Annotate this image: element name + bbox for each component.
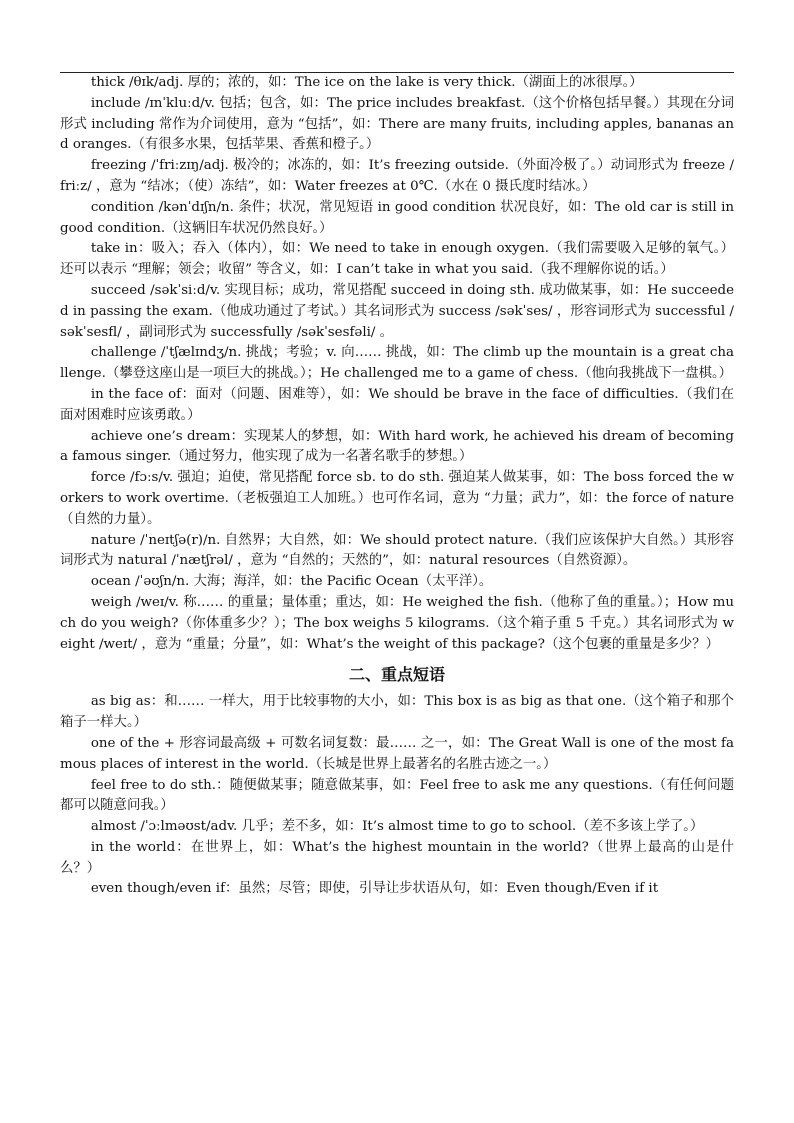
vocab-entry-in-the-face-of: in the face of：面对（问题、困难等），如：We should be brave in the face of difficulties.（我们在面对困难时应该勇敢。） — [60, 386, 734, 423]
vocab-entry-ocean: ocean /ˈəʊʃn/n. 大海；海洋，如：the Pacific Ocean（太平洋）。 — [90, 574, 493, 590]
phrase-entry-in-the-world: in the world：在世界上，如：What’s the highest mountain in the world?（世界上最高的山是什么？） — [60, 839, 734, 876]
phrase-entry-as-big-as: as big as：和…… 一样大，用于比较事物的大小，如：This box is as big as that one.（这个箱子和那个箱子一样大。） — [60, 694, 734, 731]
vocab-entry-include: include /ɪnˈkluːd/v. 包括；包含，如：The price includes breakfast.（这个价格包括早餐。）其现在分词形式 including 常作为介词使用，意为 “包括”，如：There are many fruits, including apples, bananas and oranges.（有很多水果，包括苹果、香蕉和橙子。） — [60, 95, 734, 153]
vocab-entry-nature: nature /ˈneɪtʃə(r)/n. 自然界；大自然，如：We should protect nature.（我们应该保护大自然。）其形容词形式为 natural /ˈnætʃrəl/ ，意为 “自然的；天然的”，如：natural resources（自然资源）。 — [60, 532, 734, 569]
phrase-entry-one-of-the: one of the + 形容词最高级 + 可数名词复数：最…… 之一，如：The Great Wall is one of the most famous places of interest in the world.（长城是世界上最著名的名胜古迹之一。） — [60, 735, 734, 772]
phrase-entry-feel-free: feel free to do sth.：随便做某事；随意做某事，如：Feel free to ask me any questions.（有任何问题都可以随意问我。） — [60, 777, 734, 814]
vocab-entry-take-in: take in：吸入；吞入（体内），如：We need to take in enough oxygen.（我们需要吸入足够的氧气。）还可以表示 “理解；领会；收留” 等含义，如：I can’t take in what you said.（我不理解你说的话。） — [60, 241, 734, 278]
vocabulary-section — [60, 73, 734, 655]
section-title-key-phrases: 二、重点短语 — [348, 665, 445, 685]
vocab-entry-force: force /fɔːs/v. 强迫；迫使，常见搭配 force sb. to do sth. 强迫某人做某事，如：The boss forced the workers to work overtime.（老板强迫工人加班。）也可作名词，意为 “力量；武力”，如：the force of nature（自然的力量）。 — [60, 470, 734, 527]
vocab-entry-thick: thick /θɪk/adj. 厚的；浓的，如：The ice on the lake is very thick.（湖面上的冰很厚。） — [90, 75, 643, 90]
vocab-entry-condition: condition /kənˈdɪʃn/n. 条件；状况，常见短语 in good condition 状况良好，如：The old car is still in good condition.（这辆旧车状况仍然良好。） — [60, 199, 734, 236]
document-body — [60, 73, 734, 900]
vocab-entry-freezing: freezing /ˈfriːzɪŋ/adj. 极冷的；冰冻的，如：It’s freezing outside.（外面冷极了。）动词形式为 freeze /friːz/ ，意为 “结冰；（使）冻结”，如：Water freezes at 0℃.（水在 0 摄氏度时结冰。） — [60, 158, 734, 194]
phrase-entry-almost: almost /ˈɔːlməʊst/adv. 几乎；差不多，如：It’s almost time to go to school.（差不多该上学了。） — [90, 819, 704, 835]
vocab-entry-challenge: challenge /ˈtʃælɪndʒ/n. 挑战；考验；v. 向…… 挑战，如：The climb up the mountain is a great challenge.（攀登这座山是一项巨大的挑战。）；He challenged me to a game of chess.（他向我挑战下一盘棋。） — [60, 345, 734, 382]
phrase-entry-even-though: even though/even if：虽然；尽管；即使，引导让步状语从句，如：Even though/Even if it — [90, 881, 659, 897]
phrases-section — [60, 692, 734, 900]
vocab-entry-achieve-dream: achieve one’s dream：实现某人的梦想，如：With hard work, he achieved his dream of becoming a famous singer.（通过努力，他实现了成为一名著名歌手的梦想。） — [60, 428, 734, 465]
vocab-entry-weigh: weigh /weɪ/v. 称…… 的重量；量体重；重达，如：He weighed the fish.（他称了鱼的重量。）；How much do you weigh?（你体重多少？）；The box weighs 5 kilograms.（这个箱子重 5 千克。）其名词形式为 weight /weɪt/ ，意为 “重量；分量”，如：What’s the weight of this package?（这个包裹的重量是多少？） — [60, 594, 734, 652]
vocab-entry-succeed: succeed /səkˈsiːd/v. 实现目标；成功，常见搭配 succeed in doing sth. 成功做某事，如：He succeeded in passing the exam.（他成功通过了考试。）其名词形式为 success /səkˈses/ ，形容词形式为 successful /səkˈsesfl/ ，副词形式为 successfully /səkˈsesfəli/ 。 — [60, 282, 734, 340]
